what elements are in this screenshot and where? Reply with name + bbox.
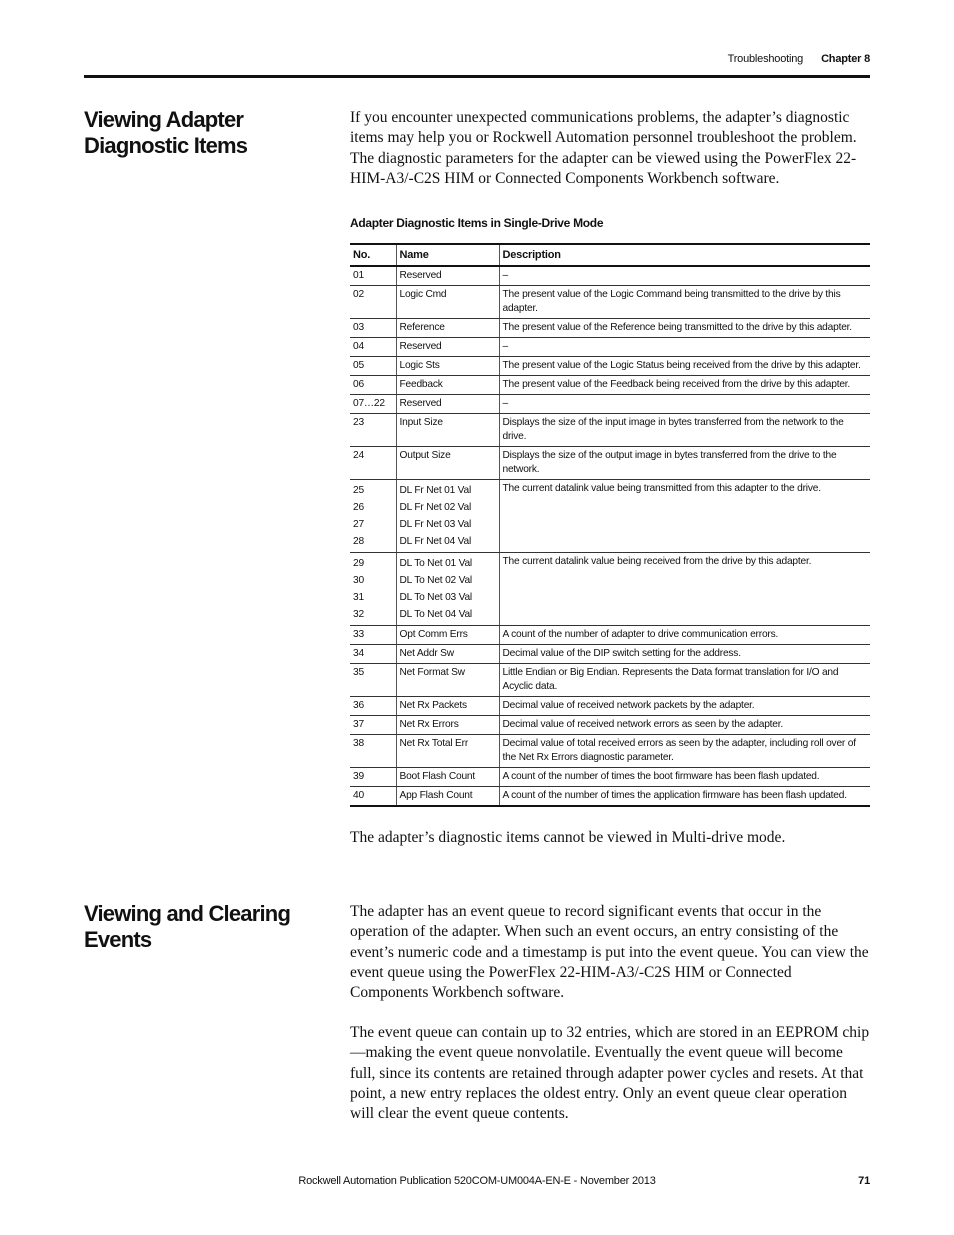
cell-no [350, 626, 396, 645]
cell-description: Decimal value of total received errors as seen by the adapter, including roll over of the Net Rx Errors diagnostic parameter. [499, 735, 870, 768]
cell-name [396, 319, 499, 338]
cell-description: Decimal value of received network errors as seen by the adapter. [499, 716, 870, 735]
cell-description: The current datalink value being transmitted from this adapter to the drive. [499, 480, 870, 553]
cell-name-value: DL To Net 03 Val [399, 592, 472, 603]
table-caption: Adapter Diagnostic Items in Single-Drive Mode [350, 216, 604, 230]
header-chapter-label: Chapter 8 [821, 53, 870, 65]
cell-no [350, 266, 396, 286]
cell-name [396, 357, 499, 376]
table-row [350, 286, 870, 319]
cell-name-value: DL Fr Net 03 Val [399, 519, 472, 530]
events-paragraph-1: The adapter has an event queue to record significant events that occur in the operation of the adapter. When such an event occurs, an entry consisting of the event’s numeric code and a timestamp is put into the event queue. You can view the event queue using the PowerFlex 22-HIM-A3/-C2S HIM or Connected Components Workbench software. [350, 903, 869, 1002]
cell-name-value: DL To Net 01 Val [399, 558, 472, 569]
cell-name-value: Boot Flash Count [399, 771, 476, 782]
cell-name-value: Opt Comm Errs [399, 629, 468, 640]
cell-name [396, 716, 499, 735]
cell-name-value: DL To Net 04 Val [399, 609, 472, 620]
cell-name-value: DL To Net 02 Val [399, 575, 472, 586]
cell-no-value: 30 [353, 575, 364, 586]
cell-name [396, 768, 499, 787]
cell-no [350, 697, 396, 716]
cell-description: – [499, 338, 870, 357]
running-header [728, 53, 870, 65]
cell-no-value: 39 [353, 771, 364, 782]
cell-no-value: 05 [353, 360, 364, 371]
column-header-name: Name [396, 244, 499, 266]
cell-name [396, 787, 499, 807]
cell-no-value: 26 [353, 502, 364, 513]
cell-name [396, 553, 499, 626]
section-title-diagnostic-items: Viewing Adapter Diagnostic Items [84, 107, 248, 158]
cell-description: – [499, 266, 870, 286]
footer-publication: Rockwell Automation Publication 520COM-UM004A-EN-E - November 2013 [298, 1175, 656, 1187]
cell-name [396, 735, 499, 768]
cell-name-value: App Flash Count [399, 790, 473, 801]
cell-no [350, 768, 396, 787]
cell-no-value: 37 [353, 719, 364, 730]
cell-no-value: 24 [353, 450, 364, 461]
cell-name-value: Input Size [399, 417, 443, 428]
cell-description: A count of the number of times the application firmware has been flash updated. [499, 787, 870, 807]
cell-name-value: Reserved [399, 270, 442, 281]
diagnostic-items-table [350, 243, 870, 807]
cell-name [396, 286, 499, 319]
multi-drive-note: The adapter’s diagnostic items cannot be viewed in Multi-drive mode. [350, 829, 786, 846]
table-row [350, 480, 870, 553]
cell-no [350, 395, 396, 414]
cell-name-value: Net Addr Sw [399, 648, 454, 659]
cell-description: Decimal value of received network packets by the adapter. [499, 697, 870, 716]
cell-name [396, 376, 499, 395]
cell-no [350, 716, 396, 735]
cell-name-value: Reference [399, 322, 445, 333]
cell-name-value: Net Rx Total Err [399, 738, 469, 749]
cell-name [396, 447, 499, 480]
cell-name-value: Net Rx Packets [399, 700, 467, 711]
cell-no-value: 38 [353, 738, 364, 749]
cell-no [350, 735, 396, 768]
cell-no-value: 06 [353, 379, 364, 390]
cell-no [350, 664, 396, 697]
table-row [350, 553, 870, 626]
table-row [350, 697, 870, 716]
header-section-label: Troubleshooting [727, 53, 804, 65]
cell-description: The present value of the Logic Command being transmitted to the drive by this adapter. [499, 286, 870, 319]
table-row [350, 664, 870, 697]
cell-no-value: 33 [353, 629, 364, 640]
cell-description: A count of the number of times the boot firmware has been flash updated. [499, 768, 870, 787]
cell-name [396, 266, 499, 286]
events-paragraph-2: The event queue can contain up to 32 entries, which are stored in an EEPROM chip—making the event queue nonvolatile. Eventually the event queue will become full, since its contents are retained through adapter power cycles and resets. At that point, a new entry replaces the oldest entry. Only an event queue clear operation will clear the event queue contents. [350, 1024, 870, 1123]
cell-no [350, 376, 396, 395]
table-row [350, 735, 870, 768]
cell-no-value: 40 [353, 790, 364, 801]
table-row [350, 716, 870, 735]
cell-name [396, 338, 499, 357]
cell-name-value: DL Fr Net 04 Val [399, 536, 472, 547]
cell-no [350, 645, 396, 664]
table-row [350, 266, 870, 286]
cell-description: The current datalink value being received from the drive by this adapter. [499, 553, 870, 626]
cell-name [396, 480, 499, 553]
cell-name-value: Reserved [399, 341, 442, 352]
cell-name [396, 626, 499, 645]
cell-description: The present value of the Feedback being received from the drive by this adapter. [499, 376, 870, 395]
cell-name-value: Net Format Sw [399, 667, 465, 678]
column-header-no: No. [350, 244, 396, 266]
cell-name [396, 697, 499, 716]
cell-no-value: 36 [353, 700, 364, 711]
cell-no [350, 414, 396, 447]
cell-no-value: 32 [353, 609, 364, 620]
cell-name-value: DL Fr Net 02 Val [399, 502, 472, 513]
table-row [350, 395, 870, 414]
cell-name-value: Net Rx Errors [399, 719, 459, 730]
cell-description: Decimal value of the DIP switch setting for the address. [499, 645, 870, 664]
table-header-row [350, 244, 870, 266]
cell-name [396, 645, 499, 664]
cell-name [396, 395, 499, 414]
cell-no-value: 34 [353, 648, 364, 659]
table-row [350, 447, 870, 480]
table-row [350, 645, 870, 664]
cell-description: A count of the number of adapter to drive communication errors. [499, 626, 870, 645]
cell-name-value: Feedback [399, 379, 443, 390]
cell-no [350, 338, 396, 357]
cell-no-value: 23 [353, 417, 364, 428]
cell-name-value: Reserved [399, 398, 442, 409]
cell-name-value: DL Fr Net 01 Val [399, 485, 472, 496]
cell-name [396, 664, 499, 697]
cell-name-value: Logic Cmd [399, 289, 447, 300]
cell-no-value: 01 [353, 270, 364, 281]
table-body [350, 266, 870, 806]
cell-no-value: 03 [353, 322, 364, 333]
cell-no [350, 787, 396, 807]
cell-no-value: 02 [353, 289, 364, 300]
cell-description: The present value of the Logic Status being received from the drive by this adapter. [499, 357, 870, 376]
cell-no [350, 319, 396, 338]
cell-description: The present value of the Reference being transmitted to the drive by this adapter. [499, 319, 870, 338]
cell-no-value: 35 [353, 667, 364, 678]
cell-name-value: Output Size [399, 450, 451, 461]
cell-no-value: 04 [353, 341, 364, 352]
cell-no [350, 286, 396, 319]
table-row [350, 768, 870, 787]
cell-no-value: 29 [353, 558, 364, 569]
table-row [350, 338, 870, 357]
cell-description: Little Endian or Big Endian. Represents the Data format translation for I/O and Acyclic data. [499, 664, 870, 697]
cell-description: Displays the size of the output image in bytes transferred from the drive to the network. [499, 447, 870, 480]
cell-description: Displays the size of the input image in bytes transferred from the network to the drive. [499, 414, 870, 447]
diagnostic-intro-paragraph: If you encounter unexpected communications problems, the adapter’s diagnostic items may help you or Rockwell Automation personnel troubleshoot the problem. The diagnostic parameters for the adapter can be viewed using the PowerFlex 22-HIM-A3/-C2S HIM or Connected Components Workbench software. [350, 109, 857, 187]
cell-no-value: 31 [353, 592, 364, 603]
cell-no [350, 480, 396, 553]
cell-no [350, 447, 396, 480]
cell-description: – [499, 395, 870, 414]
table-row [350, 357, 870, 376]
cell-no-value: 27 [353, 519, 364, 530]
cell-no [350, 553, 396, 626]
page-number: 71 [858, 1175, 870, 1187]
table-row [350, 376, 870, 395]
cell-no-value: 28 [353, 536, 364, 547]
table-row [350, 626, 870, 645]
column-header-description: Description [499, 244, 870, 266]
cell-no-value: 07…22 [353, 398, 385, 409]
cell-no [350, 357, 396, 376]
header-rule [84, 75, 870, 78]
table-row [350, 414, 870, 447]
table-row [350, 787, 870, 807]
cell-name-value: Logic Sts [399, 360, 440, 371]
cell-no-value: 25 [353, 485, 364, 496]
section-title-events: Viewing and Clearing Events [84, 901, 291, 952]
table-row [350, 319, 870, 338]
cell-name [396, 414, 499, 447]
